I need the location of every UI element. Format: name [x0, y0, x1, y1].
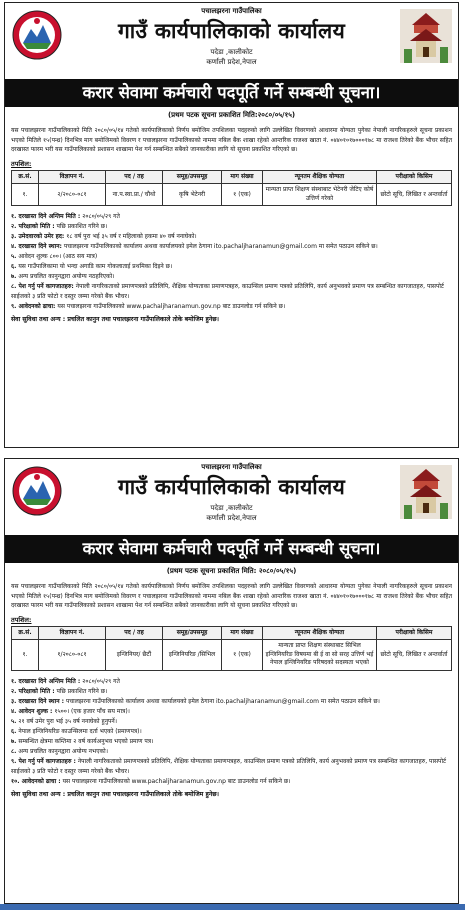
header-count: माग संख्या: [222, 626, 263, 640]
notice-header: [5, 3, 458, 79]
item-label: २. परिक्षाको मिति :: [11, 687, 55, 695]
list-item: [11, 242, 452, 252]
item-label: ५.: [11, 717, 17, 725]
item-text: आवेदन शुल्क ८००। (आठ सय मात्र): [18, 253, 98, 261]
list-item: [11, 687, 452, 697]
notice-footer: सेवा सुविधा तथा अन्य : प्रचलित कानुन तथा पचालझरना गाउँपालिकाले तोके बमोजिम हुनेछ।: [11, 316, 219, 324]
item-text: यस गाउँपालिकामा यो भन्दा अगाडि काम गोकलाताई प्रथमिका दिइने छ।: [18, 263, 173, 271]
list-item: [11, 777, 452, 787]
item-label: ७.: [11, 273, 17, 281]
header-ad-no: विज्ञापन नं.: [39, 170, 106, 184]
item-text: पछि प्रकाशित गरिने छ।: [56, 223, 108, 231]
cell-qualification: मान्यता प्राप्त शिक्षण संस्थाबाट सिभिल इन्जिनियरिङ विषयमा बी ई वा सो सरह उत्तिर्ण भई नेपाल इन्जिनियरिङ परिषदको सदस्यता भएको: [263, 640, 377, 671]
table-header-row: [12, 626, 452, 640]
cell-group: इन्जिनियरिङ /सिभिल: [163, 640, 222, 671]
list-item: [11, 232, 452, 242]
item-text: नेपाली नागरिकताको प्रमाणपत्रको प्रतिलिपि, शैक्षिक योग्यताका प्रमाणपत्रहरु, काउन्सिल प्रमाण पत्रको प्रतिलिपि, कार्य अनुभवको प्रमाण पत्र सम्बन्धित कागजातहरु, पासपोर्ट साईजको ३ प्रति फोटो र दस्तुर जम्मा गरेको बैंक भौचर।: [11, 757, 447, 775]
cell-ad-no: २/२०८०-०८१: [39, 184, 106, 206]
item-label: ८.: [11, 747, 17, 755]
header-exam-type: परीक्षाको किसिम: [377, 170, 452, 184]
table-label: तपशिल:: [11, 615, 32, 624]
municipality-name: पचालझरना गाउँपालिका: [201, 7, 262, 15]
header-post: पद / तह: [106, 170, 163, 184]
list-item: [11, 747, 452, 757]
cell-post: इन्जिनियर/ छैटौं: [106, 640, 163, 671]
item-label: ४. आवेदन शुल्क :: [11, 707, 53, 715]
item-text: १५००। (एक हजार पाँच सय मात्र)।: [54, 707, 130, 715]
header-exam-type: परीक्षाको किसिम: [377, 626, 452, 640]
item-text: २०८०/०५/२९ गते: [82, 213, 120, 221]
list-item: [11, 302, 452, 312]
table-row: [12, 640, 452, 671]
notice-1: [4, 2, 459, 448]
list-item: [11, 252, 452, 262]
address-line-1: पदेडा ,कालीकोट: [210, 504, 253, 512]
cell-count: १ (एक): [222, 184, 263, 206]
cell-sn: १.: [12, 640, 39, 671]
address-line-1: पदेडा ,कालीकोट: [210, 48, 253, 56]
notice-header: [5, 459, 458, 535]
item-text: नेपाली नागरिकताको प्रमाणपत्रको प्रतिलिपि, शैक्षिक योग्यताका प्रमाणपत्रहरु, काउन्सिल प्रमाण पत्रको प्रतिलिपि, कार्य अनुभवको प्रमाण पत्र सम्बन्धित कागजातहरु, पासपोर्ट साईजको ३ प्रति फोटो र दस्तुर जम्मा गरेको बैंक भौचर।: [11, 283, 444, 301]
list-item: [11, 282, 452, 302]
item-label: ८. पेश गर्नु पर्ने कागजातहरु:: [11, 283, 74, 291]
list-item: [11, 757, 452, 777]
address: [5, 47, 458, 67]
item-label: ६.: [11, 727, 17, 735]
notice-banner: करार सेवामा कर्मचारी पदपूर्ति गर्ने सम्बन्धी सूचना।: [5, 79, 458, 107]
item-text: पछि प्रकाशित गरिने छ।: [56, 687, 108, 695]
header-count: माग संख्या: [222, 170, 263, 184]
item-label: ३. दरखास्त दिने स्थान :: [11, 697, 65, 705]
item-label: १. दरखास्त दिने अन्तिम मिति :: [11, 213, 81, 221]
notice-2: [4, 458, 459, 904]
list-item: [11, 697, 452, 707]
cell-count: १ (एक): [222, 640, 263, 671]
office-title: गाउँ कार्यपालिकाको कार्यालय: [117, 19, 346, 43]
list-item: [11, 272, 452, 282]
list-item: [11, 262, 452, 272]
list-item: [11, 222, 452, 232]
conditions-list: [11, 212, 452, 312]
item-text: पचालझरना गाउँपालिकाको कार्यालय अथवा कार्यालयको इमेल ठेगाना ito.pachaljharanamun@gmail.com मा समेत पठाउन सकिने छ।: [63, 243, 378, 251]
item-text: १८ वर्ष पुरा भई ३५ वर्ष र महिलाको हकमा ४० वर्ष ननाघेको।: [66, 233, 197, 241]
cell-qualification: मान्यता प्राप्त शिक्षण संस्थाबाट भेटेनरी जेटिए कोर्ष उत्तिर्ण गरेको: [263, 184, 377, 206]
item-text: अन्य प्रचलित कानुनद्वारा अयोग्य नठहरिएको।: [18, 273, 115, 281]
intro-paragraph: यस पचालझरना गाउँपालिकाको मिति २०८०/०५/१४ गतेको कार्यपालिकाको निर्णय बमोजिम तपशिलका पदहरुको लागि उल्लेखित विवरणको आधारमा योग्यता पुगेका नेपाली नागरिकहरुले सूचना प्रकाशन भएको मितिले १५(पन्ध्र) दिनभित्र माग बमोजिमको विवरण र पचालझरना गाउँपालिकाको नाममा नबिल बैंक शाखा रहेको आन्तरिक राजश्व खाता नं. ०४४०१०१७०००१७८ मा राजश्व तिरेको बैंक भौचर सहित दरखास्त फारम भरी यस गाउँपालिकाको प्रशासन शाखामा पेश गर्न सम्बन्धित सबैको जानकारीका लागि यो सूचना प्रकाशित गरिएको छ।: [11, 583, 452, 610]
list-item: [11, 212, 452, 222]
address-line-2: कर्णाली प्रदेश,नेपाल: [206, 514, 257, 522]
temple-photo-icon: [400, 9, 452, 63]
cell-post: ना.प.स्वा.प्रा./ चौथो: [106, 184, 163, 206]
item-text: नेपाल इन्जिनियरिङ काउन्सिलमा दर्ता भएको (प्रमाणपत्र)।: [18, 727, 142, 735]
item-text: यस पचालझरना गाउँपालिकाको www.pachaljharanamun.gov.np बाट डाउनलोड गर्न सकिने छ।: [62, 777, 291, 785]
temple-photo-icon: [400, 465, 452, 519]
header-group: समूह/उपसमूह: [163, 626, 222, 640]
item-text: २०८०/०५/२९ गते: [82, 677, 120, 685]
notice-banner: करार सेवामा कर्मचारी पदपूर्ति गर्ने सम्बन्धी सूचना।: [5, 535, 458, 563]
list-item: [11, 727, 452, 737]
item-text: पचालझरना गाउँपालिकाको कार्यालय अथवा कार्यालयको इमेल ठेगाना ito.pachaljharanamun@gmail.com मा समेत पठाउन सकिने छ।: [65, 697, 380, 705]
item-label: १. दरखास्त दिने अन्तिम मिति :: [11, 677, 81, 685]
cell-exam-type: छोटो सूचि, लिखित र अन्तर्वार्ता: [377, 184, 452, 206]
table-row: [12, 184, 452, 206]
vacancy-table: [11, 626, 452, 671]
header-qualification: न्यूनतम शैक्षिक योग्यता: [263, 626, 377, 640]
item-label: ३. उमेदवारको उमेर हद:: [11, 233, 65, 241]
header-sn: क्र.सं.: [12, 170, 39, 184]
header-ad-no: विज्ञापन नं.: [39, 626, 106, 640]
notice-footer: सेवा सुविधा तथा अन्य : प्रचलित कानुन तथा पचालझरना गाउँपालिकाले तोके बमोजिम हुनेछ।: [11, 790, 219, 798]
item-label: १०. आवेदनको ढाचा :: [11, 777, 61, 785]
item-text: २१ वर्ष उमेर पुरा भई ३५ वर्ष ननाघेको हुनुपर्ने।: [18, 717, 118, 725]
item-text: अन्य प्रचलित कानुनद्वारा अयोग्य नभएको।: [18, 747, 108, 755]
intro-paragraph: यस पचालझरना गाउँपालिकाको मिति २०८०/०५/१४ गतेको कार्यपालिकाको निर्णय बमोजिम तपशिलका पदहरुको लागि उल्लेखित विवरणको आधारमा योग्यता पुगेका नेपाली नागरिकहरुले सूचना प्रकाशन भएको मितिले १५(पन्ध्र) दिनभित्र माग बमोजिमको विवरण र पचालझरना गाउँपालिकाको नाममा नबिल बैंक शाखा रहेको आन्तरिक राजश्व खाता नं. ०४४०१०१७०००१७८ मा राजश्व तिरेको बैंक भौचर सहित दरखास्त फारम भरी यस गाउँपालिकाको प्रशासन शाखामा पेश गर्न सम्बन्धित सबैको जानकारीका लागि यो सूचना प्रकाशित गरिएको छ।: [11, 127, 452, 154]
header-sn: क्र.सं.: [12, 626, 39, 640]
conditions-list: [11, 677, 452, 787]
cell-exam-type: छोटो सूचि, लिखित र अन्तर्वार्ता: [377, 640, 452, 671]
item-label: ५.: [11, 253, 17, 261]
address-line-2: कर्णाली प्रदेश,नेपाल: [206, 58, 257, 66]
cell-sn: १.: [12, 184, 39, 206]
list-item: [11, 737, 452, 747]
publication-date: (प्रथम पटक सूचना प्रकाशित मिति:२०८०/०५/१५): [167, 111, 296, 119]
item-text: यस पचालझरना गाउँपालिकाको www.pachaljharanamun.gov.np बाट डाउनलोड गर्न सकिने छ।: [57, 303, 286, 311]
list-item: [11, 677, 452, 687]
item-label: २. परिक्षाको मिति :: [11, 223, 55, 231]
cell-ad-no: १/२०८०-०८१: [39, 640, 106, 671]
item-label: ७.: [11, 737, 17, 745]
header-group: समूह/उपसमूह: [163, 170, 222, 184]
list-item: [11, 717, 452, 727]
item-label: ४. दरखास्त दिने स्थान:: [11, 243, 62, 251]
publication-date: (प्रथम पटक सूचना प्रकाशित मिति: २०८०/०५/१५): [166, 567, 297, 575]
vacancy-table: [11, 170, 452, 207]
table-label: तपशिल:: [11, 159, 32, 168]
header-post: पद / तह: [106, 626, 163, 640]
municipality-name: पचालझरना गाउँपालिका: [201, 463, 262, 471]
address: [5, 503, 458, 523]
item-label: ६.: [11, 263, 17, 271]
list-item: [11, 707, 452, 717]
item-label: ९. पेश गर्नु पर्ने कागजातहरु :: [11, 757, 76, 765]
item-label: ९. आवेदनको ढाचा:: [11, 303, 56, 311]
table-header-row: [12, 170, 452, 184]
office-title: गाउँ कार्यपालिकाको कार्यालय: [117, 475, 346, 499]
bottom-edge-bar: [0, 904, 465, 910]
item-text: सम्बन्धित क्षेत्रमा कम्तिमा २ वर्ष कार्यअनुभव भएको प्रमाण पत्र।: [18, 737, 154, 745]
cell-group: कृषि भेटेनरी: [163, 184, 222, 206]
header-qualification: न्यूनतम शैक्षिक योग्यता: [263, 170, 377, 184]
